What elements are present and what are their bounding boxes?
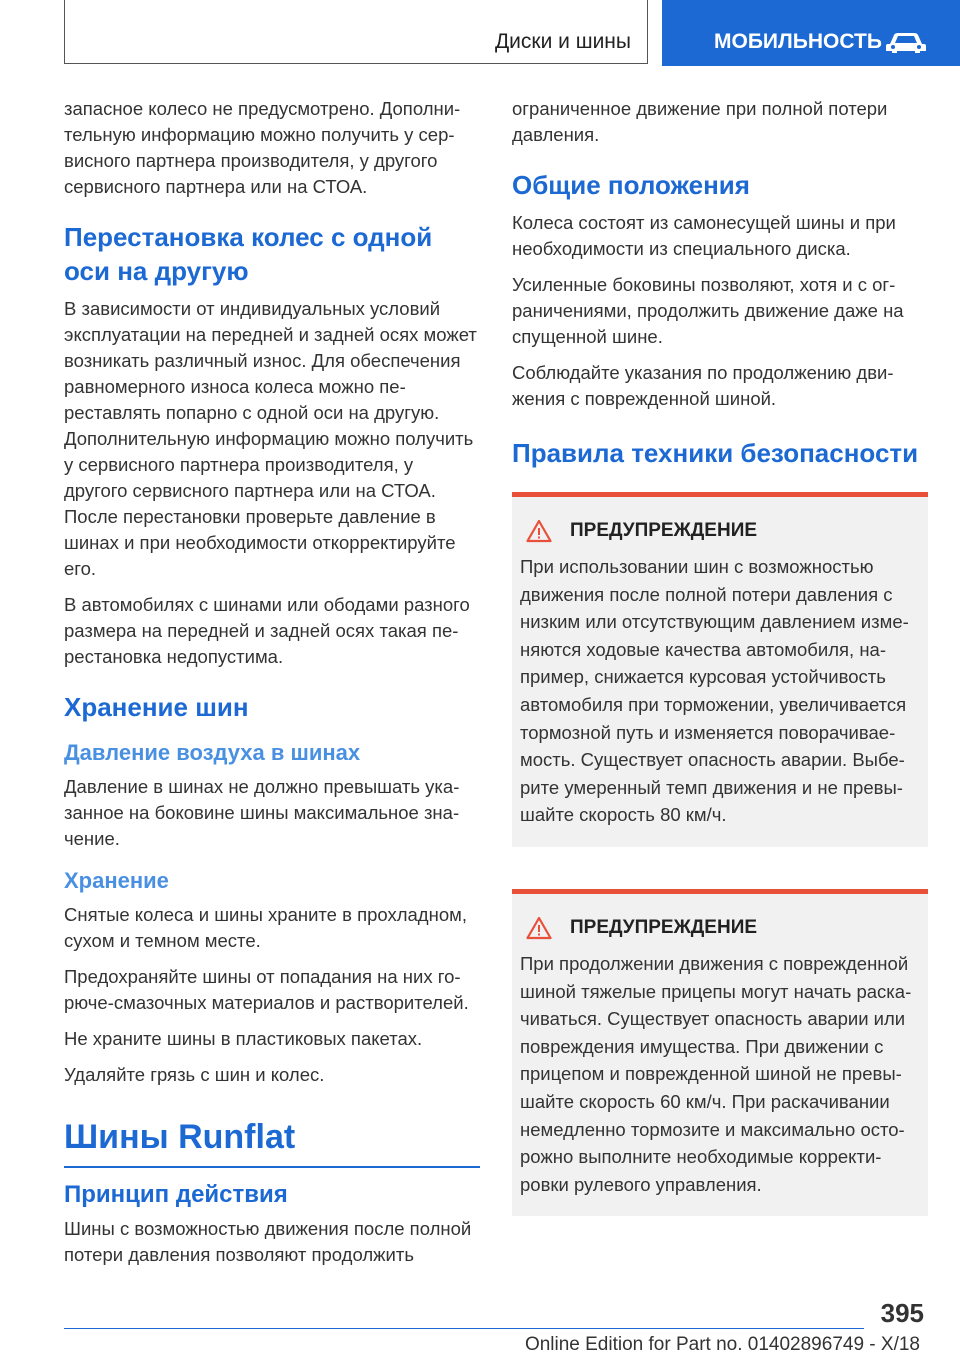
warning-triangle-icon [526, 519, 552, 543]
warning-text: При использовании шин с возможностью движения после полной потери давления с низким или отсутствующим давлением изменяются ходовые качества автомобиля, например, снижается курсовая устойчивость автомобиля при торможении, увеличивается тормозной путь и изменяется поворачиваемость. Существует опасность аварии. Выберите умеренный темп движения и не превышайте скорость 80 км/ч. [520, 556, 909, 826]
paragraph: Предохраняйте шины от попадания на них горюче-смазочных материалов и растворителей. [64, 966, 469, 1013]
paragraph: Усиленные боковины позволяют, хотя и с ограничениями, продолжить движение даже на спущенной шине. [512, 274, 904, 347]
warning-title-text: ПРЕДУПРЕЖДЕНИЕ [570, 520, 758, 541]
heading-rotation: Перестановка колес с одной оси на другую [64, 222, 433, 286]
warning-title [526, 916, 920, 940]
heading-pressure: Давление воздуха в шинах [64, 740, 361, 765]
paragraph: В автомобилях с шинами или ободами разного размера на передней и задней осях такая перестановка недопустима. [64, 594, 470, 667]
heading-rule [64, 1166, 480, 1168]
chapter-title: МОБИЛЬНОСТЬ [714, 30, 882, 53]
heading-store: Хранение [64, 868, 169, 893]
heading-runflat: Шины Runflat [64, 1118, 296, 1156]
heading-storage: Хранение шин [64, 692, 249, 722]
paragraph: Шины с возможностью движения после полной потери давления позволяют продолжить [64, 1218, 472, 1265]
section-tab: Диски и шины [64, 0, 648, 64]
paragraph: Колеса состоят из самонесущей шины и при необходимости из специального диска. [512, 212, 896, 259]
warning-text: При продолжении движения с поврежденной шиной тяжелые прицепы могут начать раскачиваться. Существует опасность аварии или повреждения имущества. При движении с прицепом и поврежденной шиной не превышайте скорость 60 км/ч. При раскачивании немедленно тормозите и максимально осторожно выполните необходимые корректировки рулевого управления. [520, 952, 912, 1195]
warning-triangle-icon [526, 916, 552, 940]
right-column [512, 96, 928, 1216]
paragraph: запасное колесо не предусмотрено. Дополнительную информацию можно получить у сервисного партнера производителя, у другого сервисного партнера или на СТОА. [64, 98, 461, 197]
warning-title [526, 519, 920, 543]
chapter-tab [662, 0, 960, 66]
paragraph: В зависимости от индивидуальных условий эксплуатации на передней и задней осях может возникать различный износ. Для обеспечения равномерного износа колеса можно переставлять попарно с одной оси на другую. Дополнительную информацию можно получить у сервисного партнера производителя, у другого сервисного партнера или на СТОА. После перестановки проверьте давление в шинах и при необходимости откорректируйте его. [64, 298, 477, 579]
edition-line: Online Edition for Part no. 01402896749 - X/18 [524, 1334, 920, 1355]
heading-principle: Принцип действия [64, 1181, 288, 1208]
paragraph: Удаляйте грязь с шин и колес. [64, 1064, 325, 1085]
heading-safety: Правила техники безопасности [512, 438, 919, 468]
paragraph: Давление в шинах не должно превышать указанное на боковине шины максимальное значение. [64, 776, 460, 849]
car-icon [884, 30, 928, 54]
warning-box [512, 492, 928, 847]
page-number: 395 [880, 1298, 924, 1328]
paragraph: ограниченное движение при полной потери давления. [512, 98, 888, 145]
paragraph: Соблюдайте указания по продолжению движения с поврежденной шиной. [512, 362, 894, 409]
heading-general: Общие положения [512, 170, 750, 200]
left-column [64, 96, 480, 1278]
warning-title-text: ПРЕДУПРЕЖДЕНИЕ [570, 916, 758, 938]
footer-rule [64, 1328, 864, 1329]
paragraph: Снятые колеса и шины храните в прохладном, сухом и темном месте. [64, 904, 467, 951]
warning-box [512, 889, 928, 1216]
page-header [0, 0, 960, 66]
paragraph: Не храните шины в пластиковых пакетах. [64, 1028, 423, 1049]
